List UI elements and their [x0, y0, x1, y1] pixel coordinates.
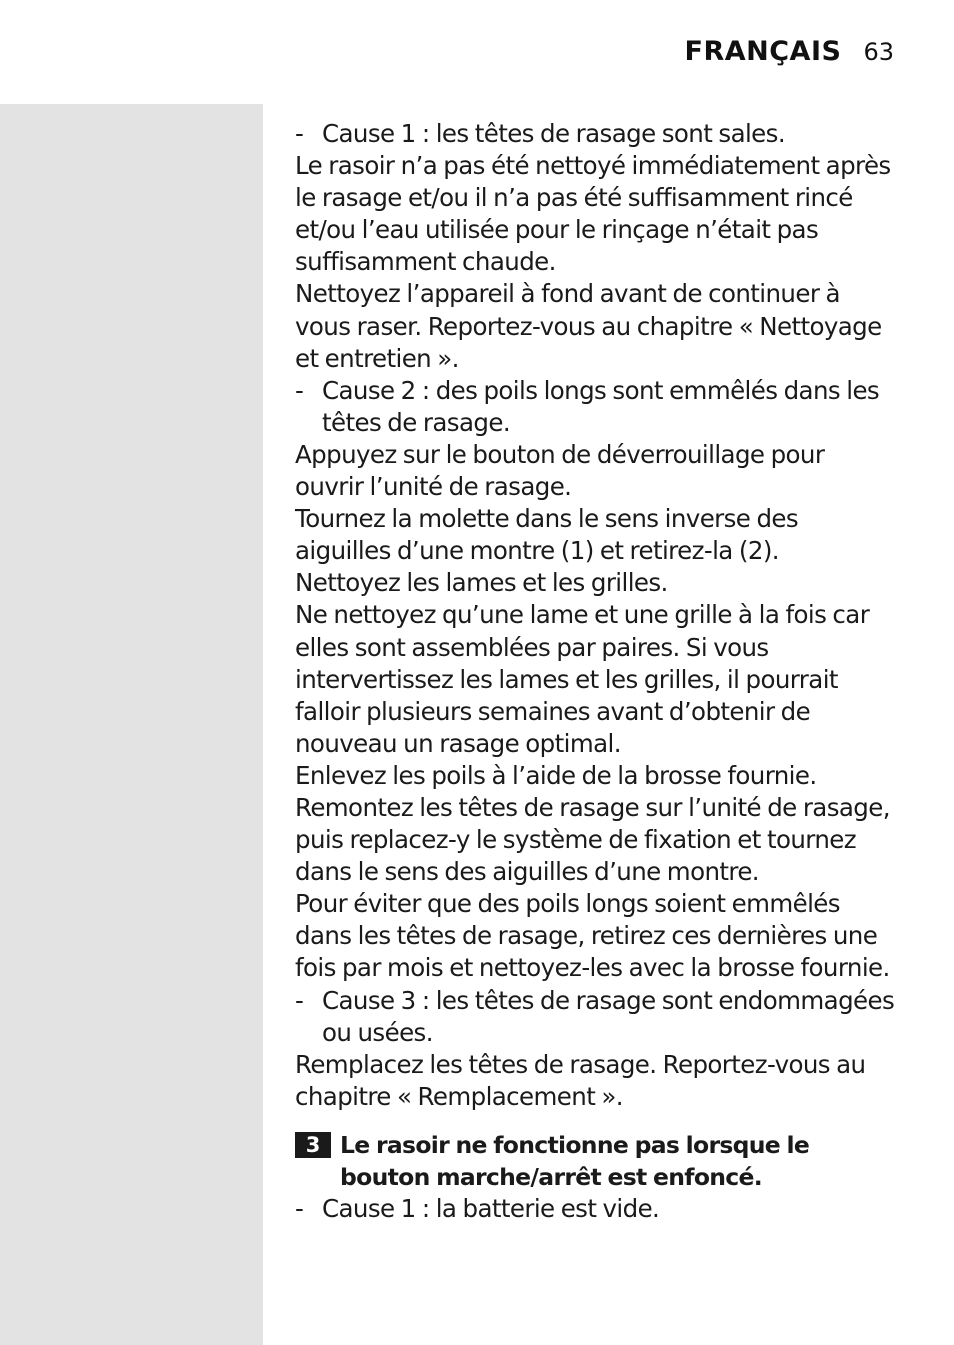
paragraph: Ne nettoyez qu’une lame et une grille à la fois car elles sont assemblées par paires. Si vous intervertissez les lames et les grilles, il pourrait falloir plusieurs semaines avant d’obtenir de nouveau un rasage optimal. [295, 600, 870, 758]
paragraph: Nettoyez l’appareil à fond avant de continuer à vous raser. Reportez-vous au chapitre « Nettoyage et entretien ». [295, 279, 882, 373]
paragraph: Appuyez sur le bouton de déverrouillage pour ouvrir l’unité de rasage. [295, 439, 825, 502]
section-title: Le rasoir ne fonctionne pas lorsque le bouton marche/arrêt est enfoncé. [340, 1130, 810, 1191]
language-title: FRANÇAIS [684, 36, 842, 67]
main-content [295, 118, 895, 1225]
section-heading [295, 1129, 895, 1193]
bullet-text: Cause 2 : des poils longs sont emmêlés dans les têtes de rasage. [322, 375, 880, 437]
bullet-text: Cause 3 : les têtes de rasage sont endommagées ou usées. [322, 985, 895, 1047]
bullet-item [295, 1193, 895, 1225]
paragraph: Enlevez les poils à l’aide de la brosse fournie. [295, 760, 817, 790]
bullet-item [295, 118, 895, 150]
page-number: 63 [863, 38, 894, 66]
bullet-dash: - [295, 375, 304, 405]
paragraph: Pour éviter que des poils longs soient emmêlés dans les têtes de rasage, retirez ces dernières une fois par mois et nettoyez-les avec la brosse fournie. [295, 889, 890, 983]
paragraph: Remontez les têtes de rasage sur l’unité de rasage, puis replacez-y le système de fixation et tournez dans le sens des aiguilles d’une montre. [295, 792, 890, 887]
bullet-item [295, 375, 895, 439]
bullet-item [295, 985, 895, 1049]
bullet-text: Cause 1 : la batterie est vide. [322, 1194, 660, 1224]
bullet-dash: - [295, 985, 304, 1015]
paragraph: Le rasoir n’a pas été nettoyé immédiatement après le rasage et/ou il n’a pas été suffisamment rincé et/ou l’eau utilisée pour le rinçage n’était pas suffisamment chaude. [295, 151, 891, 277]
paragraph: Tournez la molette dans le sens inverse des aiguilles d’une montre (1) et retirez-la (2). [295, 504, 799, 566]
page-header [685, 36, 894, 67]
bullet-dash: - [295, 119, 304, 148]
bullet-dash: - [295, 1194, 304, 1224]
paragraph: Nettoyez les lames et les grilles. [295, 568, 668, 598]
bullet-text: Cause 1 : les têtes de rasage sont sales. [322, 119, 786, 148]
sidebar-panel [0, 104, 263, 1345]
section-number-badge: 3 [295, 1132, 331, 1158]
paragraph: Remplacez les têtes de rasage. Reportez-vous au chapitre « Remplacement ». [295, 1049, 866, 1111]
